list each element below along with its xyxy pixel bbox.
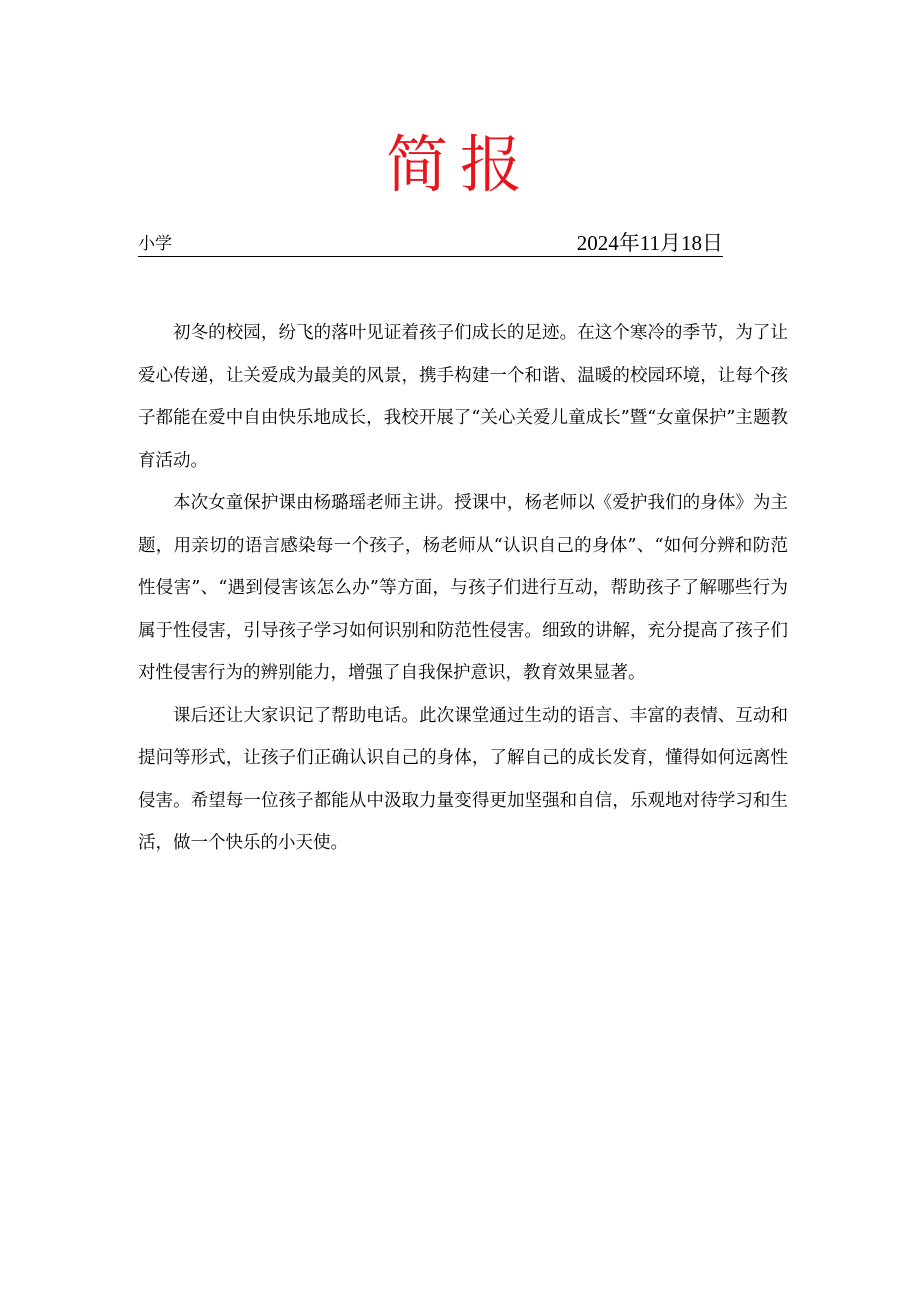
report-body bbox=[138, 312, 788, 865]
header-meta-row bbox=[138, 228, 723, 257]
paragraph-1: 初冬的校园，纷飞的落叶见证着孩子们成长的足迹。在这个寒冷的季节，为了让爱心传递，让关爱成为最美的风景，携手构建一个和谐、温暖的校园环境，让每个孩子都能在爱中自由快乐地成长，我校开展了“关心关爱儿童成长”暨“女童保护”主题教育活动。 bbox=[138, 323, 788, 471]
paragraph-3: 课后还让大家识记了帮助电话。此次课堂通过生动的语言、丰富的表情、互动和提问等形式，让孩子们正确认识自己的身体，了解自己的成长发育，懂得如何远离性侵害。希望每一位孩子都能从中汲取力量变得更加坚强和自信，乐观地对待学习和生活，做一个快乐的小天使。 bbox=[138, 705, 788, 853]
page-title: 简报 bbox=[385, 128, 534, 201]
paragraph-2: 本次女童保护课由杨璐瑶老师主讲。授课中，杨老师以《爱护我们的身体》为主题，用亲切的语言感染每一个孩子，杨老师从“认识自己的身体”、“如何分辨和防范性侵害”、“遇到侵害该怎么办”等方面，与孩子们进行互动，帮助孩子了解哪些行为属于性侵害，引导孩子学习如何识别和防范性侵害。细致的讲解，充分提高了孩子们对性侵害行为的辨别能力，增强了自我保护意识，教育效果显著。 bbox=[138, 493, 788, 683]
report-date: 2024年11月18日 bbox=[576, 231, 723, 255]
school-name: 小学 bbox=[138, 234, 172, 254]
